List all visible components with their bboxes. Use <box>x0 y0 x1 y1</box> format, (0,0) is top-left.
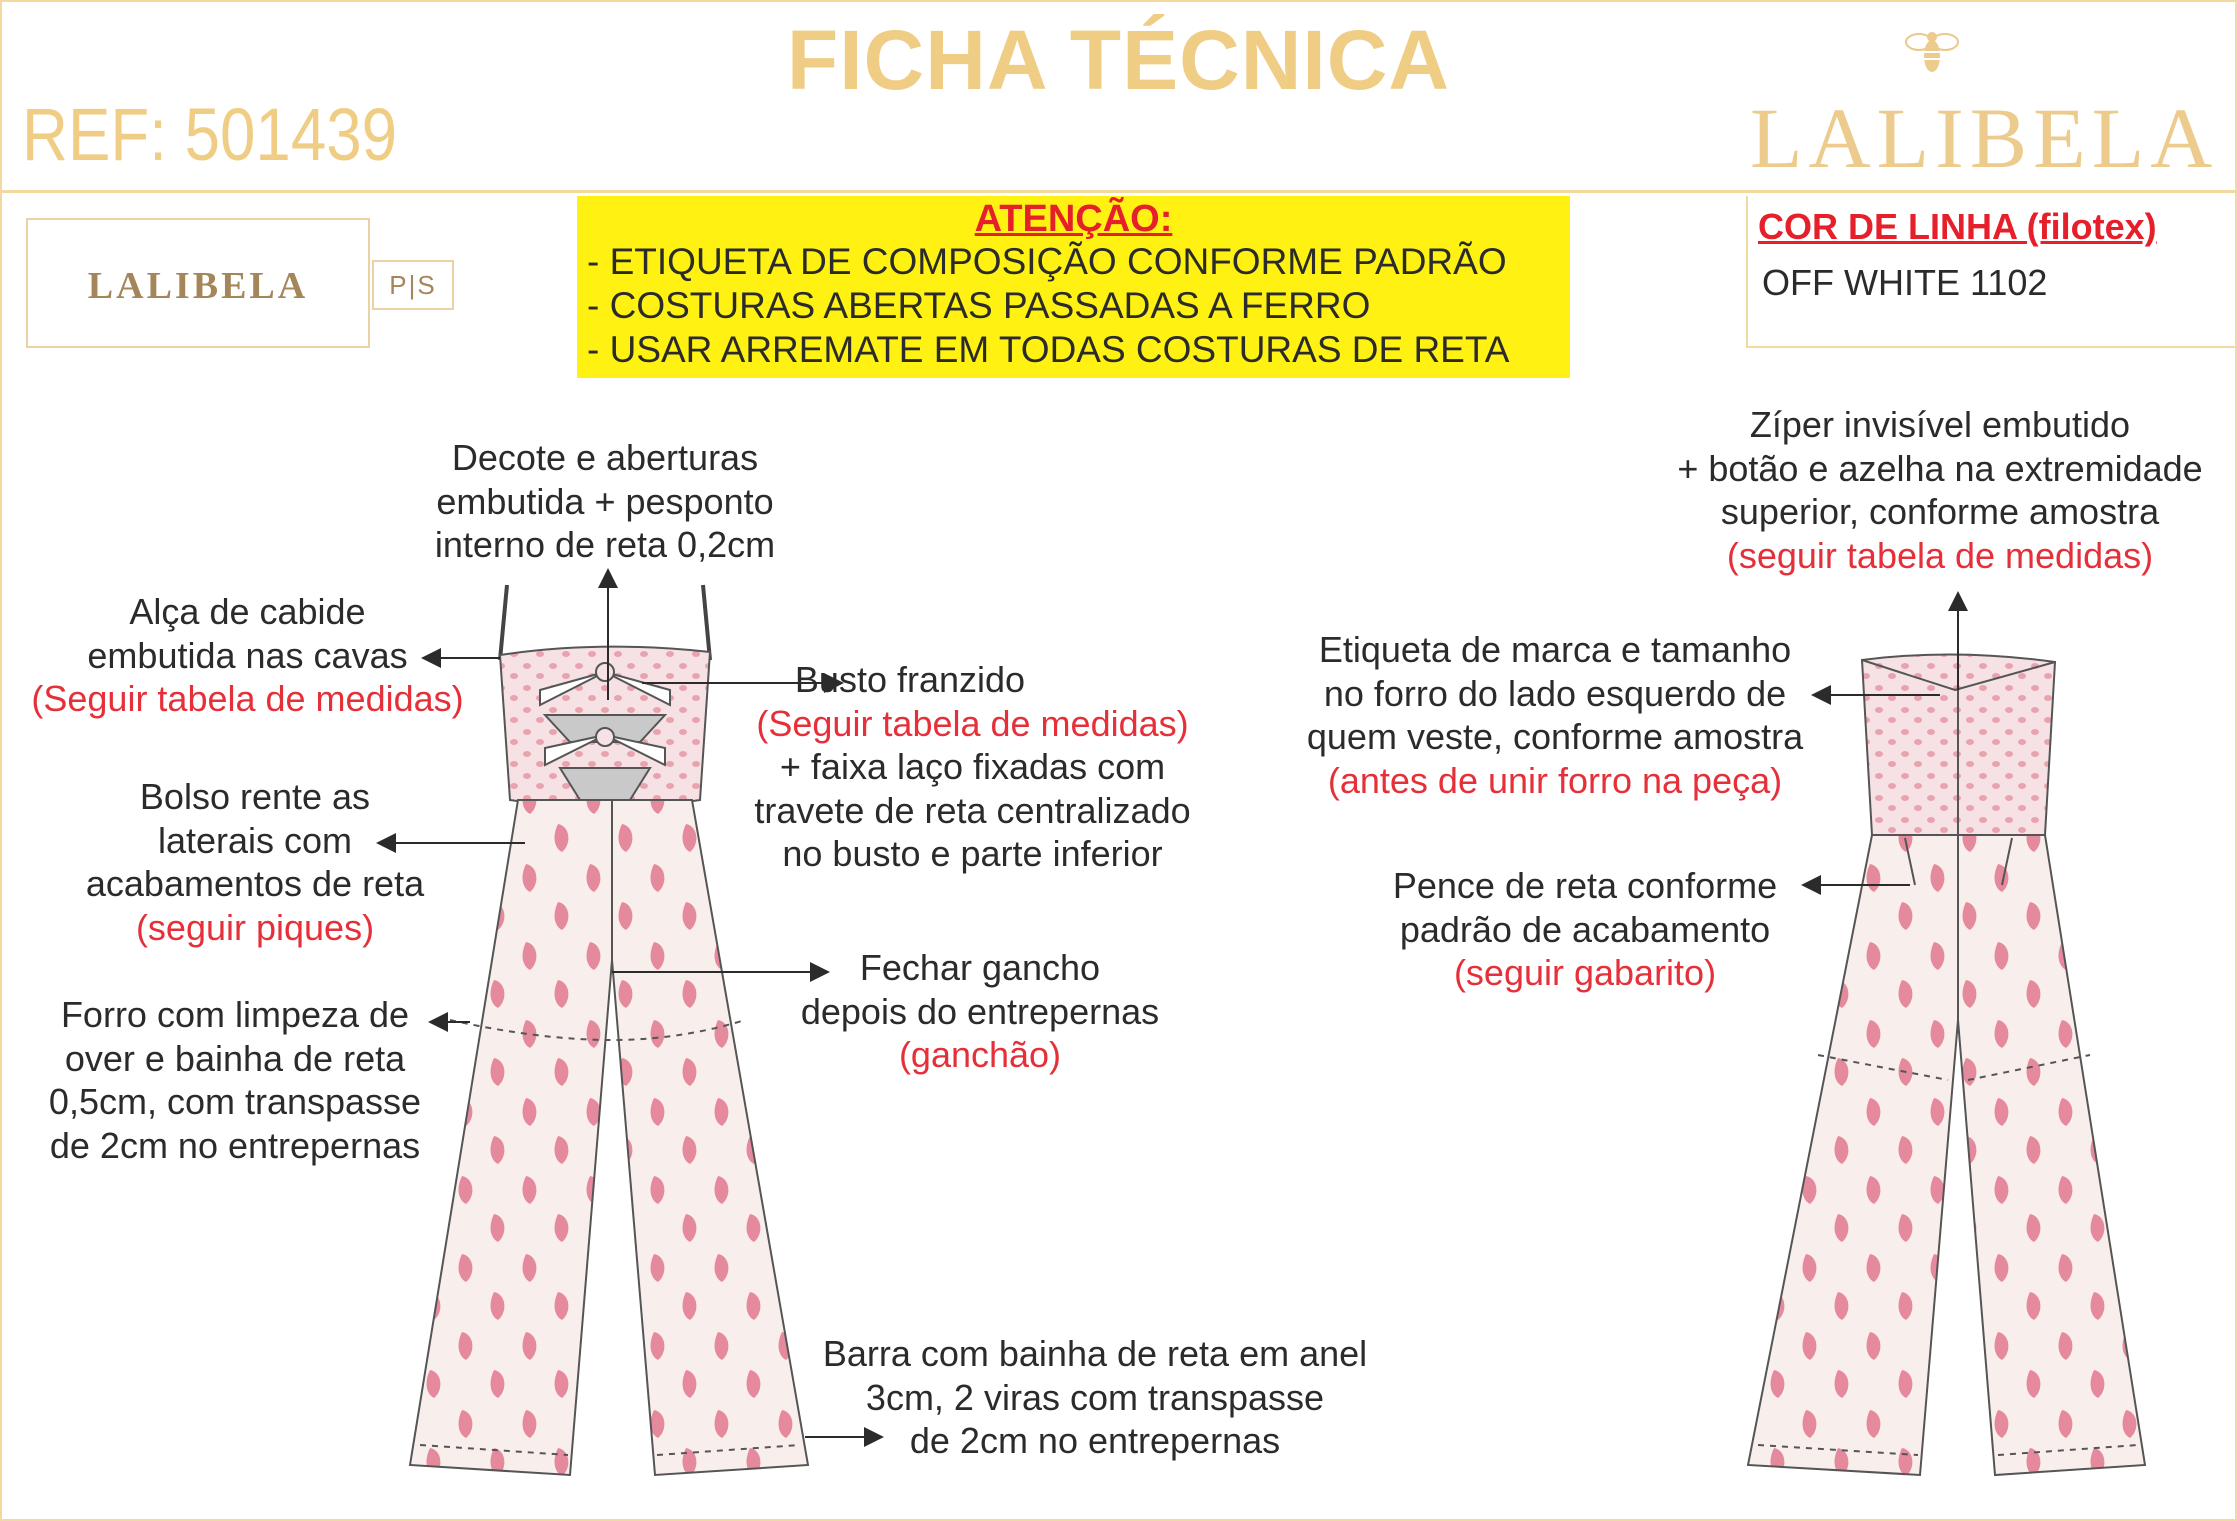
note-line: Alça de cabide <box>129 591 366 632</box>
note-barra <box>790 1332 1400 1463</box>
note-decote <box>400 436 810 567</box>
note-line: depois do entrepernas <box>800 990 1160 1032</box>
note-line: + botão e azelha na extremidade <box>1677 447 2203 489</box>
note-line: over e bainha de reta <box>64 1037 406 1079</box>
note-red-line: (antes de unir forro na peça) <box>1327 759 1783 801</box>
note-line: interno de reta 0,2cm <box>434 524 776 565</box>
note-line: padrão de acabamento <box>1399 908 1771 950</box>
attention-line: - COSTURAS ABERTAS PASSADAS A FERRO <box>587 285 1371 326</box>
reference-code: REF: 501439 <box>22 93 398 176</box>
note-red-line: (seguir piques) <box>135 906 375 948</box>
note-red-line: (seguir tabela de medidas) <box>1726 534 2154 576</box>
attention-title: ATENÇÃO: <box>974 198 1173 240</box>
note-red-line: (ganchão) <box>898 1034 1062 1075</box>
note-red-line: (Seguir tabela de medidas) <box>756 702 1189 744</box>
note-bolso <box>60 775 450 949</box>
note-line: superior, conforme amostra <box>1720 491 2160 532</box>
note-line: no forro do lado esquerdo de <box>1323 672 1787 714</box>
note-line: no busto e parte inferior <box>782 833 1163 874</box>
note-line: Decote e aberturas <box>451 437 759 478</box>
note-busto <box>725 658 1220 876</box>
note-ziper <box>1640 403 2237 577</box>
note-etiqueta <box>1270 628 1840 802</box>
note-line: de 2cm no entrepernas <box>909 1420 1281 1461</box>
note-line: Zíper invisível embutido <box>1749 404 2131 445</box>
note-alca <box>10 590 485 721</box>
note-line: quem veste, conforme amostra <box>1306 716 1804 757</box>
note-line: de 2cm no entrepernas <box>49 1124 421 1166</box>
note-line: Fechar gancho <box>859 947 1101 988</box>
note-line: Forro com limpeza de <box>60 994 410 1035</box>
note-forro <box>20 993 450 1167</box>
label-brand-text: LALIBELA <box>87 265 309 307</box>
page-title: FICHA TÉCNICA <box>786 13 1451 107</box>
note-line: Pence de reta conforme <box>1392 865 1778 906</box>
note-line: travete de reta centralizado <box>754 789 1191 831</box>
thread-color-title: COR DE LINHA (filotex) <box>1758 206 2157 247</box>
note-pence <box>1350 864 1820 995</box>
size-tag: P|S <box>372 260 454 310</box>
note-line: Busto franzido <box>794 659 1026 700</box>
thread-color-value: OFF WHITE 1102 <box>1762 262 2048 303</box>
note-line: Etiqueta de marca e tamanho <box>1318 629 1792 670</box>
note-line: 0,5cm, com transpasse <box>48 1081 422 1122</box>
note-line: laterais com <box>157 819 353 861</box>
attention-line: - USAR ARREMATE EM TODAS COSTURAS DE RETA <box>587 329 1510 370</box>
note-line: Barra com bainha de reta em anel <box>822 1333 1368 1374</box>
note-line: 3cm, 2 viras com transpasse <box>865 1376 1325 1418</box>
note-red-line: (Seguir tabela de medidas) <box>31 678 464 719</box>
note-line: embutida + pesponto <box>436 480 774 522</box>
note-red-line: (seguir gabarito) <box>1453 952 1717 993</box>
note-line: Bolso rente as <box>139 776 371 817</box>
note-gancho <box>770 946 1190 1077</box>
note-line: embutida nas cavas <box>87 634 408 676</box>
note-line: acabamentos de reta <box>85 863 425 904</box>
attention-line: - ETIQUETA DE COMPOSIÇÃO CONFORME PADRÃO <box>587 241 1507 282</box>
note-line: + faixa laço fixadas com <box>779 746 1166 787</box>
brand-logo: LALIBELA <box>1750 90 2219 186</box>
